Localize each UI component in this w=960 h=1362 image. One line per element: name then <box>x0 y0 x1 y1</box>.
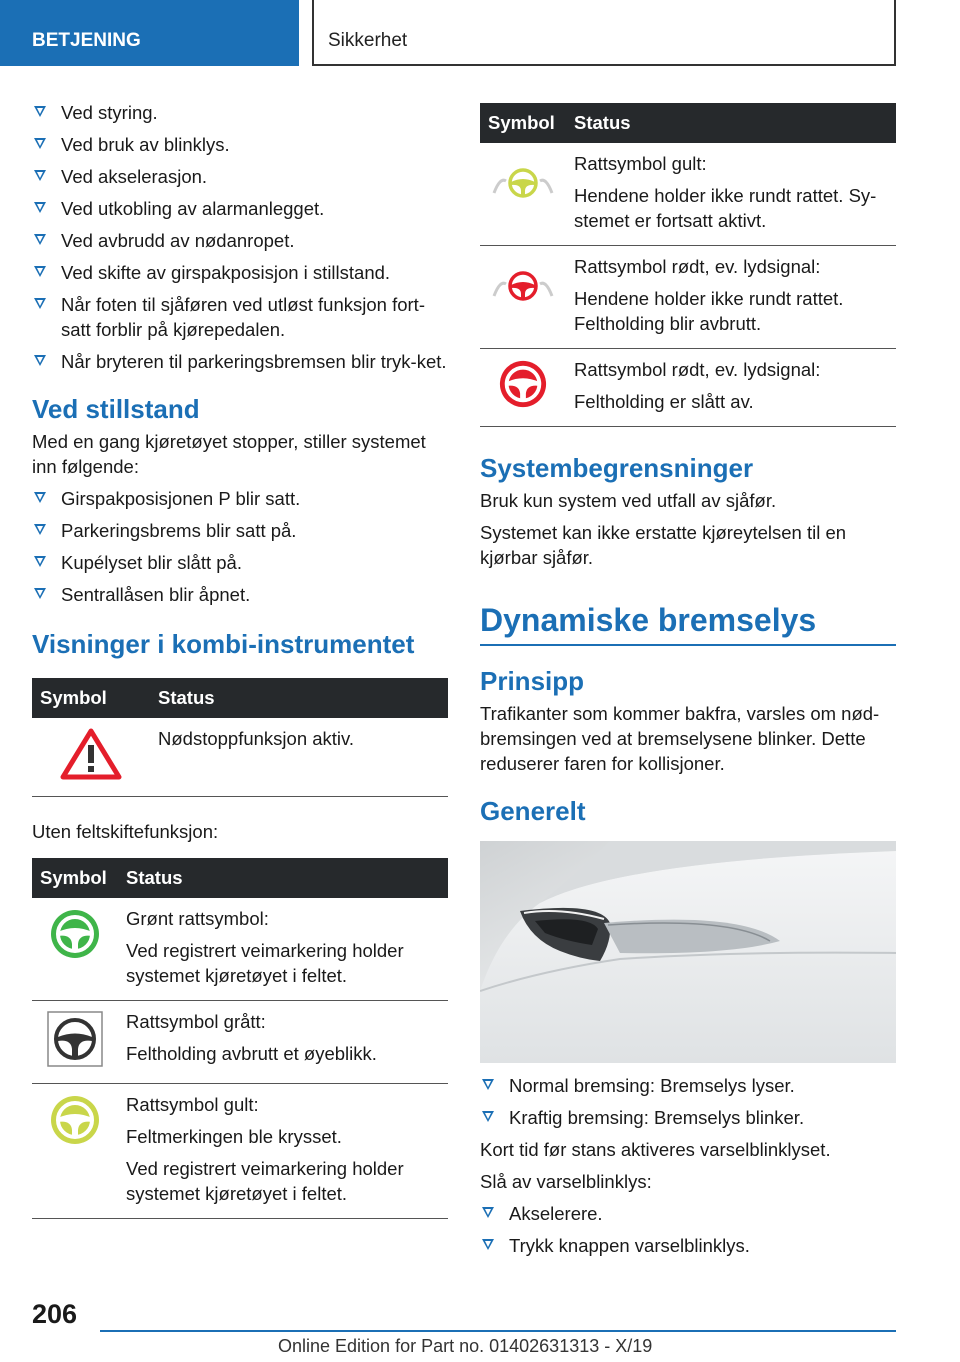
paragraph: Bruk kun system ved utfall av sjåfør. <box>480 490 777 511</box>
list-item: Ved styring. <box>32 100 448 125</box>
triangle-bullet-icon <box>34 556 46 567</box>
col-header-symbol: Symbol <box>32 858 118 898</box>
list-item: Ved avbrudd av nødanropet. <box>32 228 448 253</box>
paragraph: Slå av varselblinklys: <box>480 1171 652 1192</box>
triangle-bullet-icon <box>34 492 46 503</box>
hands-off-wheel-yellow-icon <box>492 163 554 203</box>
triangle-bullet-icon <box>482 1111 494 1122</box>
table-row: Rattsymbol grått: Feltholding avbrutt et øyeblikk. <box>32 1001 448 1084</box>
triangle-bullet-icon <box>34 106 46 117</box>
bullet-list-top <box>32 100 448 374</box>
table-row: Rattsymbol rødt, ev. lydsignal: Hendene holder ikke rundt rattet. Feltholding blir avbrutt. <box>480 246 896 349</box>
list-item: Når bryteren til parkeringsbremsen blir tryk-ket. <box>32 349 448 374</box>
hands-off-wheel-red-icon <box>492 266 554 306</box>
heading-prinsipp: Prinsipp <box>480 666 585 696</box>
list-item: Sentrallåsen blir åpnet. <box>32 582 448 607</box>
list-item: Ved skifte av girspakposisjon i stillstand. <box>32 260 448 285</box>
prinsipp-text: Trafikanter som kommer bakfra, varsles om nød-bremsingen ved at bremselysene blinker. Dette reduserer faren for kollisjoner. <box>480 703 880 774</box>
list-item: Normal bremsing: Bremselys lyser. <box>480 1073 896 1098</box>
triangle-bullet-icon <box>482 1207 494 1218</box>
triangle-bullet-icon <box>482 1239 494 1250</box>
paragraph: Systemet kan ikke erstatte kjøreytelsen til en kjørbar sjåfør. <box>480 522 847 568</box>
triangle-bullet-icon <box>34 524 46 535</box>
steering-wheel-grey-icon <box>47 1011 103 1067</box>
triangle-bullet-icon <box>34 170 46 181</box>
edition-link[interactable]: Online Edition for Part no. 01402631313 - X/19 <box>278 1336 653 1356</box>
table-row: Grønt rattsymbol: Ved registrert veimarkering holder systemet kjøretøyet i feltet. <box>32 898 448 1001</box>
table-row: Nødstoppfunksjon aktiv. <box>32 718 448 797</box>
col-header-symbol: Symbol <box>32 678 150 718</box>
triangle-bullet-icon <box>34 355 46 366</box>
triangle-bullet-icon <box>34 588 46 599</box>
heading-dynamiske-bremselys: Dynamiske bremselys <box>480 602 896 646</box>
stillstand-intro: Med en gang kjøretøyet stopper, stiller systemet inn følgende: <box>32 431 426 477</box>
col-header-status: Status <box>118 858 448 898</box>
bullet-list-hazard <box>480 1201 896 1258</box>
bullet-list-stillstand <box>32 486 448 607</box>
table-row: Rattsymbol rødt, ev. lydsignal: Feltholding er slått av. <box>480 349 896 427</box>
col-header-status: Status <box>150 678 448 718</box>
footer-divider <box>100 1330 896 1332</box>
triangle-bullet-icon <box>482 1079 494 1090</box>
bullet-list-brake <box>480 1073 896 1130</box>
heading-systembegrensninger: Systembegrensninger <box>480 453 754 483</box>
list-item: Ved akselerasjon. <box>32 164 448 189</box>
steering-wheel-green-icon <box>49 908 101 960</box>
triangle-bullet-icon <box>34 138 46 149</box>
list-item: Kraftig bremsing: Bremselys blinker. <box>480 1105 896 1130</box>
subheading-uten-feltskifte: Uten feltskiftefunksjon: <box>32 821 219 842</box>
list-item: Når foten til sjåføren ved utløst funksjon fort-satt forblir på kjørepedalen. <box>32 292 448 342</box>
chapter-title: Sikkerhet <box>312 0 896 66</box>
col-header-status: Status <box>566 103 896 143</box>
list-item: Ved bruk av blinklys. <box>32 132 448 157</box>
triangle-bullet-icon <box>34 298 46 309</box>
list-item: Ved utkobling av alarmanlegget. <box>32 196 448 221</box>
left-column <box>32 100 448 1219</box>
list-item: Parkeringsbrems blir satt på. <box>32 518 448 543</box>
paragraph: Kort tid før stans aktiveres varselblinklyset. <box>480 1139 831 1160</box>
list-item: Kupélyset blir slått på. <box>32 550 448 575</box>
right-column <box>480 103 896 1265</box>
heading-visninger: Visninger i kombi-instrumentet <box>32 629 415 659</box>
heading-generelt: Generelt <box>480 796 586 826</box>
triangle-bullet-icon <box>34 202 46 213</box>
list-item: Trykk knappen varselblinklys. <box>480 1233 896 1258</box>
car-taillight-image <box>480 841 896 1063</box>
symbol-table-hands-off <box>480 103 896 427</box>
list-item: Akselerere. <box>480 1201 896 1226</box>
page-header <box>0 0 960 66</box>
triangle-bullet-icon <box>34 234 46 245</box>
section-tab: BETJENING <box>0 0 299 66</box>
triangle-bullet-icon <box>34 266 46 277</box>
heading-ved-stillstand: Ved stillstand <box>32 394 200 424</box>
page-number: 206 <box>32 1299 78 1329</box>
col-header-symbol: Symbol <box>480 103 566 143</box>
warning-triangle-icon <box>60 728 122 780</box>
table-row: Rattsymbol gult: Feltmerkingen ble krysset. Ved registrert veimarkering holder systemet kjøretøyet i feltet. <box>32 1084 448 1219</box>
list-item: Girspakposisjonen P blir satt. <box>32 486 448 511</box>
symbol-table-emergency <box>32 678 448 797</box>
symbol-table-lane <box>32 858 448 1219</box>
steering-wheel-yellow-icon <box>49 1094 101 1146</box>
table-row: Rattsymbol gult: Hendene holder ikke rundt rattet. Sy-stemet er fortsatt aktivt. <box>480 143 896 246</box>
steering-wheel-red-icon <box>498 359 548 409</box>
